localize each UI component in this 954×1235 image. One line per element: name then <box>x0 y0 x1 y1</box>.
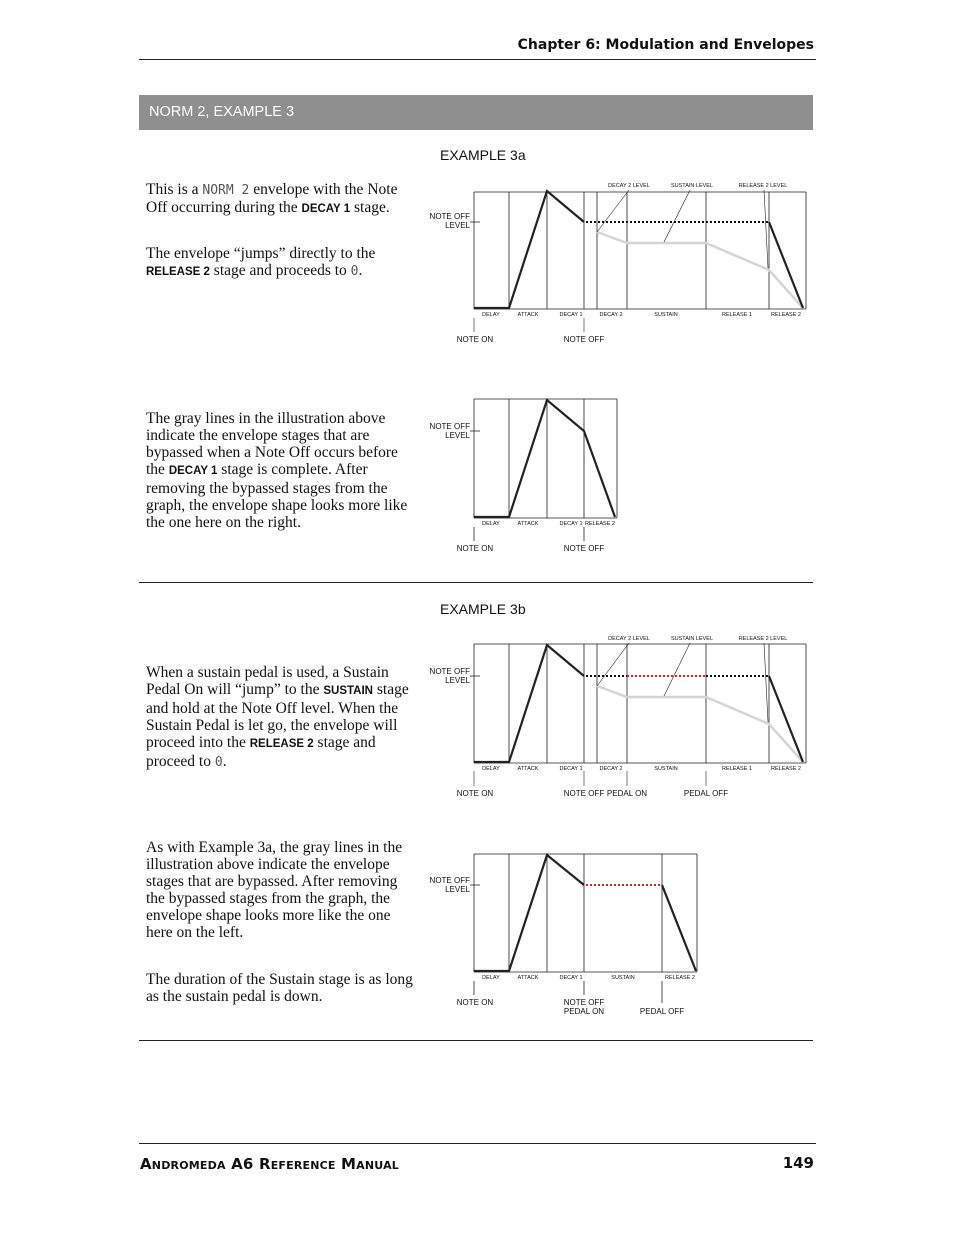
stage-decay1: DECAY 1 <box>559 975 583 981</box>
event-note-off: NOTE OFF <box>563 789 605 798</box>
stage-sustain: SUSTAIN <box>611 975 635 981</box>
stage-release2: RELEASE 2 <box>585 521 615 527</box>
label-release2-level: RELEASE 2 LEVEL <box>738 183 788 189</box>
envelope-diagram-3a-simplified <box>428 394 628 560</box>
envelope-diagram-3a-full <box>428 176 808 352</box>
example-3b-paragraph-1: When a sustain pedal is used, a Sustain Pedal On will “jump” to the SUSTAIN stage and hold at the Note Off level. When the Sustain Pedal is let go, the envelope will proceed into the RELEASE 2 stage and proceed to 0. <box>146 664 409 770</box>
event-note-off: NOTE OFF <box>563 998 605 1007</box>
stage-decay2: DECAY 2 <box>599 766 623 772</box>
stage-decay1: DECAY 1 <box>559 312 583 318</box>
label-decay2-level: DECAY 2 LEVEL <box>608 183 650 189</box>
footer-rule <box>139 1143 816 1144</box>
event-pedal-off: PEDAL OFF <box>683 789 729 798</box>
label-note-off: NOTE OFF <box>429 212 470 221</box>
stage-sustain: SUSTAIN <box>654 766 678 772</box>
stage-delay: DELAY <box>482 766 500 772</box>
event-note-on: NOTE ON <box>456 789 494 798</box>
stage-decay1: DECAY 1 <box>559 521 583 527</box>
norm2-mode-text: NORM 2 <box>202 183 250 198</box>
section-banner <box>139 95 813 130</box>
example-3b-paragraph-2: As with Example 3a, the gray lines in the illustration above indicate the envelope stages that are bypassed. After removing the bypassed stages from the graph, the envelope shape looks more like the one here on the left. <box>146 839 403 941</box>
section-title: NORM 2, EXAMPLE 3 <box>149 104 295 120</box>
stage-release1: RELEASE 1 <box>722 312 752 318</box>
label-release2-level: RELEASE 2 LEVEL <box>738 636 788 642</box>
section-divider-1 <box>139 582 813 583</box>
example-3a-heading: EXAMPLE 3a <box>440 147 526 163</box>
stage-delay: DELAY <box>482 312 500 318</box>
example-3a-paragraph-3: The gray lines in the illustration above indicate the envelope stages that are bypassed when a Note Off occurs before the DECAY 1 stage is complete. After removing the bypassed stages from the graph, the envelope shape looks more like the one here on the right. <box>146 410 408 531</box>
event-note-off: NOTE OFF <box>563 544 605 553</box>
stage-release2: RELEASE 2 <box>665 975 695 981</box>
stage-decay1: DECAY 1 <box>559 766 583 772</box>
example-3b-paragraph-3: The duration of the Sustain stage is as long as the sustain pedal is down. <box>146 971 413 1005</box>
label-note-off: NOTE OFF <box>429 667 470 676</box>
stage-sustain: SUSTAIN <box>654 312 678 318</box>
event-note-off: NOTE OFF <box>563 335 605 344</box>
stage-release2: RELEASE 2 <box>771 766 801 772</box>
label-level: LEVEL <box>445 676 470 685</box>
example-3b-heading: EXAMPLE 3b <box>440 601 526 617</box>
stage-release2: RELEASE 2 <box>771 312 801 318</box>
stage-attack: ATTACK <box>517 766 539 772</box>
stage-attack: ATTACK <box>517 312 539 318</box>
event-note-on: NOTE ON <box>456 335 494 344</box>
example-3a-paragraph-2: The envelope “jumps” directly to the RELEASE 2 stage and proceeds to 0. <box>146 245 376 279</box>
stage-attack: ATTACK <box>517 975 539 981</box>
label-note-off: NOTE OFF <box>429 876 470 885</box>
event-note-on: NOTE ON <box>456 998 494 1007</box>
label-sustain-level: SUSTAIN LEVEL <box>670 636 714 642</box>
event-pedal-on: PEDAL ON <box>563 1007 605 1016</box>
label-level: LEVEL <box>445 431 470 440</box>
stage-decay2: DECAY 2 <box>599 312 623 318</box>
section-divider-2 <box>139 1040 813 1041</box>
label-decay2-level: DECAY 2 LEVEL <box>608 636 650 642</box>
manual-title: Andromeda A6 Reference Manual <box>140 1155 400 1173</box>
page-number: 149 <box>782 1154 814 1172</box>
stage-delay: DELAY <box>482 975 500 981</box>
label-note-off: NOTE OFF <box>429 422 470 431</box>
label-level: LEVEL <box>445 885 470 894</box>
example-3a-paragraph-1: This is a NORM 2 envelope with the Note Off occurring during the DECAY 1 stage. <box>146 181 398 216</box>
event-note-on: NOTE ON <box>456 544 494 553</box>
label-sustain-level: SUSTAIN LEVEL <box>670 183 714 189</box>
envelope-diagram-3b-simplified <box>428 848 704 1018</box>
event-pedal-off: PEDAL OFF <box>639 1007 685 1016</box>
header-rule <box>139 59 816 60</box>
stage-delay: DELAY <box>482 521 500 527</box>
chapter-title: Chapter 6: Modulation and Envelopes <box>517 37 814 53</box>
envelope-diagram-3b-full <box>428 630 808 802</box>
event-pedal-on: PEDAL ON <box>606 789 648 798</box>
stage-release1: RELEASE 1 <box>722 766 752 772</box>
label-level: LEVEL <box>445 221 470 230</box>
stage-attack: ATTACK <box>517 521 539 527</box>
